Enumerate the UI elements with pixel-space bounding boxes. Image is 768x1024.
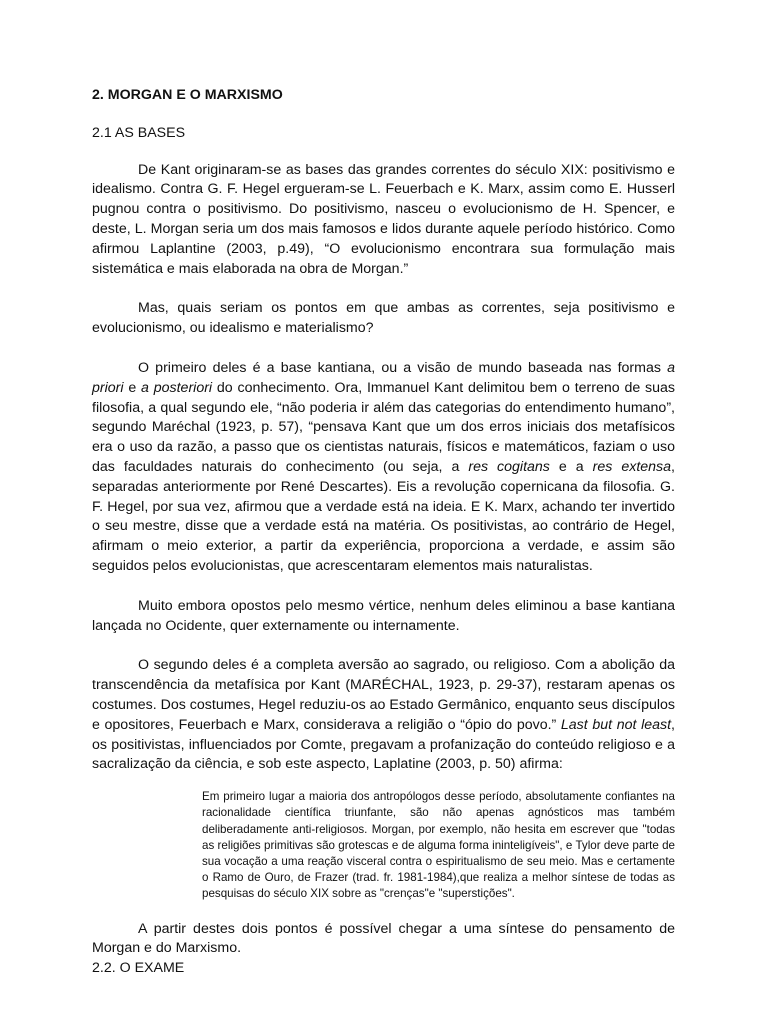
paragraph-3 xyxy=(92,359,675,577)
document-page xyxy=(92,86,675,979)
paragraph-5-text-a: O segundo deles é a completa aversão ao sagrado, ou religioso. Com a abolição da transcendência da metafísica por Kant (MARÉCHAL, 1923, p. 29-37), restaram apenas os costumes. Dos costumes, Hegel reduziu-os ao Estado Germânico, enquanto seus discípulos e opositores, Feuerbach e Marx, considerava a religião o “ópio do povo.” xyxy=(92,657,675,733)
paragraph-5-italic-last-but-not-least: Last but not least xyxy=(560,716,672,733)
paragraph-5 xyxy=(92,656,675,775)
paragraph-3-italic-res-cogitans: res cogitans xyxy=(468,458,550,475)
paragraph-6: A partir destes dois pontos é possível chegar a uma síntese do pensamento de Morgan e do Marxismo. xyxy=(92,920,675,957)
paragraph-5-text-b: , os positivistas, influenciados por Comte, pregavam a profanização do conteúdo religioso e a sacralização da ciência, e sob este aspecto, Laplatine (2003, p. 50) afirma: xyxy=(92,716,675,773)
paragraph-3-text-b: e xyxy=(123,379,142,396)
paragraph-3-italic-res-extensa: res extensa xyxy=(592,458,672,475)
paragraph-3-text-a: O primeiro deles é a base kantiana, ou a visão de mundo baseada nas formas xyxy=(138,359,668,376)
paragraph-3-text-c: do conhecimento. Ora, Immanuel Kant delimitou bem o terreno de suas filosofia, a qual segundo ele, “não poderia ir além das categorias do entendimento humano”, segundo Maréchal (1923, p. 57), “pensava Kant que um dos erros iniciais dos metafísicos era o uso da razão, a passo que os cientistas naturais, físicos e matemáticos, faziam o uso das faculdades naturais do conhecimento (ou seja, a xyxy=(92,379,675,475)
paragraph-2: Mas, quais seriam os pontos em que ambas as correntes, seja positivismo e evolucionismo, ou idealismo e materialismo? xyxy=(92,300,675,337)
paragraph-4: Muito embora opostos pelo mesmo vértice, nenhum deles eliminou a base kantiana lançada no Ocidente, quer externamente ou internamente. xyxy=(92,597,675,634)
subsection-heading: 2.1 AS BASES xyxy=(92,124,186,141)
paragraph-3-text-e: , separadas anteriormente por René Descartes). Eis a revolução copernicana da filosofia. G. F. Hegel, por sua vez, afirmou que a verdade está na ideia. E K. Marx, achando ter invertido o seu mestre, disse que a verdade está na matéria. Os positivistas, ao contrário de Hegel, afirmam o meio exterior, a partir da experiência, proporciona a verdade, e assim são seguidos pelos evolucionistas, que acrescentaram elementos mais naturalistas. xyxy=(92,458,675,574)
section-heading: 2. MORGAN E O MARXISMO xyxy=(92,87,283,103)
paragraph-3-text-d: e a xyxy=(549,458,593,475)
subsection-heading-2: 2.2. O EXAME xyxy=(92,960,185,977)
paragraph-3-italic-a-priori: a priori xyxy=(92,359,675,396)
block-quote: Em primeiro lugar a maioria dos antropólogos desse período, absolutamente confiantes na racionalidade científica triunfante, são não apenas agnósticos mas também deliberadamente anti-religiosos. Morgan, por exemplo, não hesita em escrever que "todas as religiões primitivas são grotescas e de alguma forma ininteligíveis", e Tylor deve parte de sua vocação a uma reação visceral contra o espiritualismo de seu meio. Mas e certamente o Ramo de Ouro, de Frazer (trad. fr. 1981-1984),que realiza a melhor síntese de todas as pesquisas do século XIX sobre as "crenças"e "superstições". xyxy=(202,790,675,901)
paragraph-3-italic-a-posteriori: a posteriori xyxy=(141,379,213,396)
paragraph-1: De Kant originaram-se as bases das grandes correntes do século XIX: positivismo e idealismo. Contra G. F. Hegel ergueram-se L. Feuerbach e K. Marx, assim como E. Husserl pugnou contra o positivismo. Do positivismo, nasceu o evolucionismo de H. Spencer, e deste, L. Morgan seria um dos mais famosos e lidos durante aquele período histórico. Como afirmou Laplantine (2003, p.49), “O evolucionismo encontrara sua formulação mais sistemática e mais elaborada na obra de Morgan.” xyxy=(92,161,675,277)
